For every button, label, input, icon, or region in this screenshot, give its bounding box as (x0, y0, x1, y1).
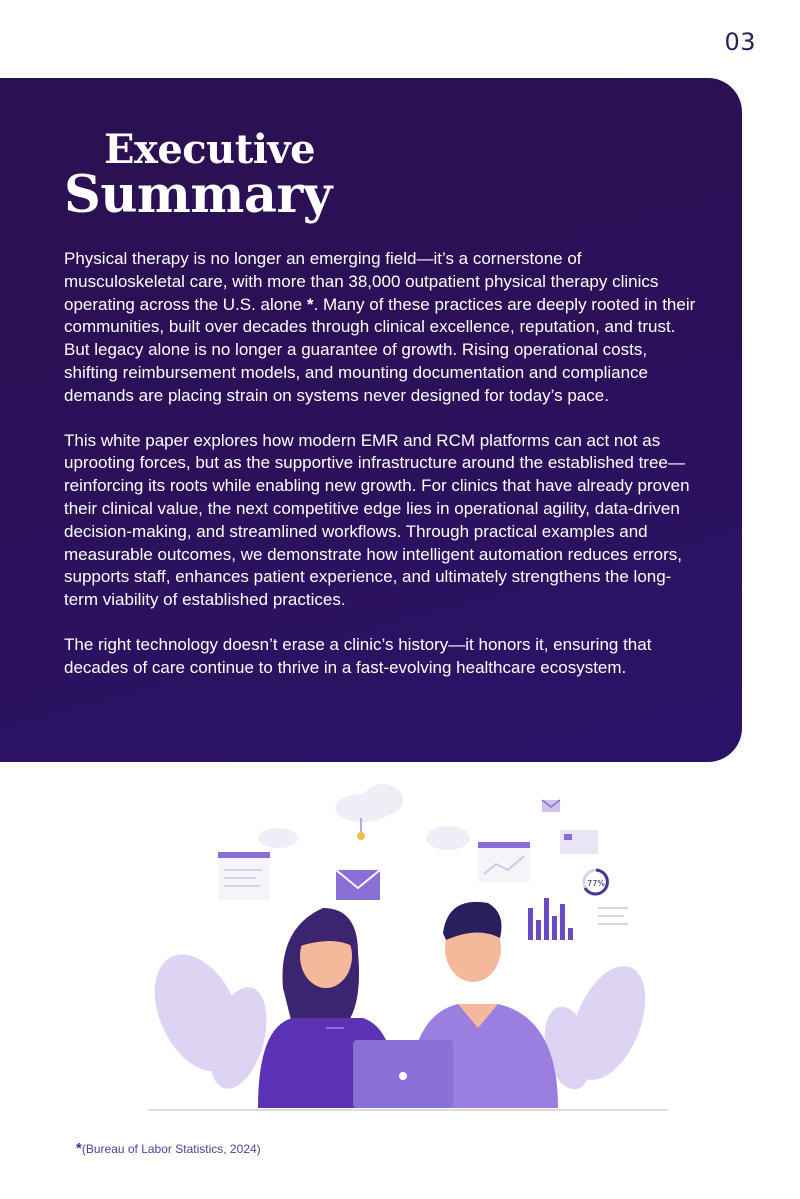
mail-icon (336, 870, 380, 900)
title-line-1: Executive (104, 126, 316, 173)
paragraph-1 (64, 248, 704, 408)
title-line-2: Summary (64, 165, 332, 225)
citation-asterisk: * (306, 294, 314, 314)
paragraph-2: This white paper explores how modern EMR and RCM platforms can act not as uprooting forces, but as the supportive infrastructure around the established tree—reinforcing its roots while enabling new growth. For clinics that have already proven their clinical value, the next competitive edge lies in operational agility, data-driven decision-making, and streamlined workflows. Through practical examples and measurable outcomes, we demonstrate how intelligent automation reduces errors, supports staff, enhances patient experience, and ultimately strengthens the long-term viability of established practices. (64, 430, 690, 610)
team-working-illustration (128, 778, 688, 1118)
footnote (76, 1140, 261, 1157)
page-number: 03 (724, 28, 756, 56)
lightbulb-icon (357, 832, 365, 840)
paragraph-1-start: Physical therapy is no longer an emerging field—it’s a cornerstone of musculoskeletal care, with more than 38,000 outpatient physical therapy clinics operating across the U.S. alone (64, 249, 659, 314)
paragraph-3: The right technology doesn’t erase a clinic’s history—it honors it, ensuring that decades of care continue to thrive in a fast-evolving healthcare ecosystem. (64, 634, 652, 677)
gauge-label: 77% (587, 879, 605, 888)
folder-icon (560, 830, 598, 854)
summary-body (64, 248, 704, 702)
page-title (64, 126, 332, 225)
footnote-asterisk: * (76, 1140, 82, 1157)
browser-window-center (478, 842, 530, 882)
laptop-icon (353, 1040, 453, 1108)
envelope-small-icon (542, 800, 560, 812)
browser-window-left (218, 852, 270, 900)
executive-summary-card (0, 78, 742, 762)
footnote-text: (Bureau of Labor Statistics, 2024) (81, 1142, 261, 1156)
paragraph-1-end: . Many of these practices are deeply rooted in their communities, built over decades through clinical excellence, reputation, and trust. But legacy alone is no longer a guarantee of growth. Rising operational costs, shifting reimbursement models, and mounting documentation and compliance demands are placing strain on systems never designed for today’s pace. (64, 294, 696, 405)
